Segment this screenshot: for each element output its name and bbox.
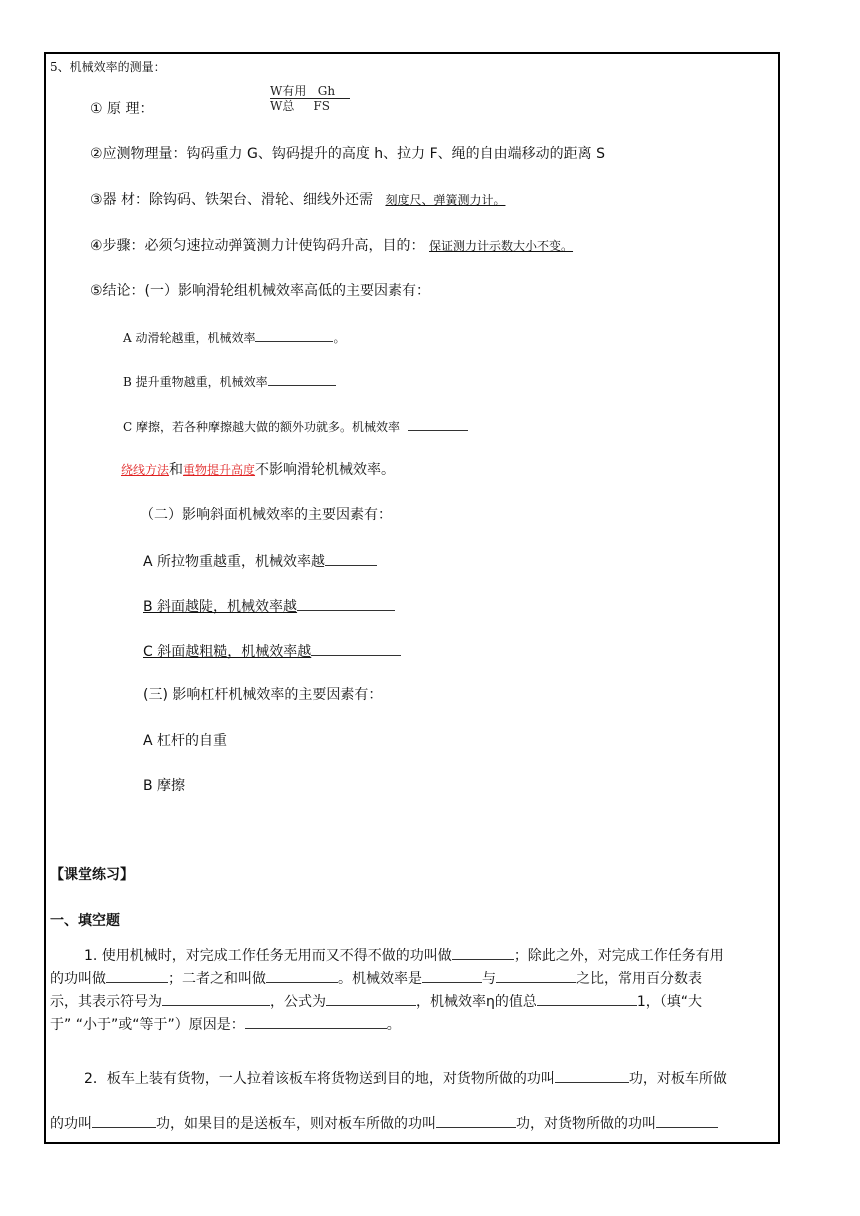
q1-text: 1. 使用机械时，对完成工作任务无用而又不得不做的功叫做 [84, 948, 452, 964]
q1-text: 之比，常用百分数表 [576, 971, 702, 987]
q1-line-4 [50, 1014, 401, 1034]
equipment-line [90, 191, 505, 209]
q1-line-2 [50, 968, 702, 988]
q2-text: 的功叫 [50, 1116, 92, 1132]
pulley-a-end: 。 [333, 331, 346, 345]
formula-numerator: W有用 Gh [270, 84, 350, 99]
q2-text: 功，如果目的是送板车，则对板车所做的功叫 [156, 1116, 436, 1132]
q2-text: 功，对货物所做的功叫 [516, 1116, 656, 1132]
answer-blank[interactable] [106, 968, 168, 983]
pulley-factor-a [123, 327, 346, 347]
incline-c-text: C 斜面越粗糙，机械效率越 [143, 644, 312, 660]
incline-a-text: A 所拉物重越重，机械效率越 [143, 554, 326, 570]
q2-line-1 [84, 1068, 727, 1088]
pulley-note [121, 461, 395, 479]
answer-blank[interactable] [162, 991, 270, 1006]
answer-blank[interactable] [311, 641, 401, 656]
incline-title: （二）影响斜面机械效率的主要因素有： [140, 507, 392, 523]
q1-text: 于” “小于”或“等于”）原因是： [50, 1017, 245, 1033]
q1-text: 1，（填“大 [636, 994, 703, 1010]
equipment-label: ③器 材：除钩码、铁架台、滑轮、细线外还需 [90, 192, 373, 208]
note-tail: 不影响滑轮机械效率。 [255, 462, 396, 478]
answer-blank[interactable] [537, 991, 637, 1006]
lever-title: (三) 影响杠杆机械效率的主要因素有： [143, 687, 383, 703]
practice-heading: 【课堂练习】 [50, 867, 134, 883]
formula-denominator: W总 FS [270, 99, 330, 112]
note-winding-method: 绕线方法 [121, 463, 170, 477]
answer-blank[interactable] [268, 371, 336, 386]
incline-factor-a [143, 551, 377, 571]
note-and: 和 [169, 462, 184, 478]
pulley-b-text: B 提升重物越重，机械效率 [123, 375, 268, 389]
steps-line [90, 237, 573, 255]
answer-blank[interactable] [245, 1014, 387, 1029]
q2-text: 2．板车上装有货物，一人拉着该板车将货物送到目的地，对货物所做的功叫 [84, 1071, 555, 1087]
q1-text: 。机械效率是 [338, 971, 422, 987]
answer-blank[interactable] [555, 1068, 629, 1083]
q1-text: 示，其表示符号为 [50, 994, 162, 1010]
answer-blank[interactable] [436, 1113, 516, 1128]
answer-blank[interactable] [255, 327, 333, 342]
incline-factor-b [143, 596, 395, 616]
answer-blank[interactable] [326, 991, 416, 1006]
conclusion-label: ⑤结论：(一）影响滑轮组机械效率高低的主要因素有： [90, 283, 431, 299]
q1-text: ；除此之外，对完成工作任务有用 [513, 948, 724, 964]
section-title: 5、机械效率的测量： [50, 60, 166, 74]
answer-blank[interactable] [266, 968, 338, 983]
answer-blank[interactable] [656, 1113, 718, 1128]
pulley-factor-b [123, 371, 336, 391]
q1-text: ；二者之和叫做 [168, 971, 266, 987]
answer-blank[interactable] [422, 968, 482, 983]
pulley-a-text: A 动滑轮越重，机械效率 [123, 331, 256, 345]
answer-blank[interactable] [452, 945, 514, 960]
steps-label: ④步骤：必须匀速拉动弹簧测力计使钩码升高，目的： [90, 238, 425, 254]
answer-blank[interactable] [408, 416, 468, 431]
q1-line-1 [84, 945, 724, 965]
pulley-factor-c [123, 416, 468, 436]
lever-factor-a: A 杠杆的自重 [143, 733, 228, 749]
efficiency-formula [270, 84, 350, 112]
q1-line-3 [50, 991, 702, 1011]
steps-answer: 保证测力计示数大小不变。 [429, 239, 574, 253]
pulley-c-text: C 摩擦，若各种摩擦越大做的额外功就多。机械效率 [123, 420, 400, 434]
incline-b-text: B 斜面越陡，机械效率越 [143, 599, 298, 615]
q1-text: 与 [482, 971, 496, 987]
quantities-line: ②应测物理量：钩码重力 G、钩码提升的高度 h、拉力 F、绳的自由端移动的距离 S [90, 146, 606, 162]
q1-text: 的功叫做 [50, 971, 106, 987]
incline-factor-c [143, 641, 401, 661]
fill-in-title: 一、填空题 [50, 913, 120, 929]
principle-label: ① 原 理： [90, 101, 154, 117]
q2-line-2 [50, 1113, 718, 1133]
q1-text: ，机械效率η的值总 [416, 994, 537, 1010]
answer-blank[interactable] [496, 968, 576, 983]
q2-text: 功，对板车所做 [628, 1071, 727, 1087]
q1-text: ，公式为 [270, 994, 326, 1010]
answer-blank[interactable] [325, 551, 377, 566]
q1-text: 。 [386, 1017, 401, 1033]
lever-factor-b: B 摩擦 [143, 778, 186, 794]
answer-blank[interactable] [297, 596, 395, 611]
equipment-answer: 刻度尺、弹簧测力计。 [385, 193, 506, 207]
note-lift-height: 重物提升高度 [183, 463, 256, 477]
answer-blank[interactable] [92, 1113, 156, 1128]
